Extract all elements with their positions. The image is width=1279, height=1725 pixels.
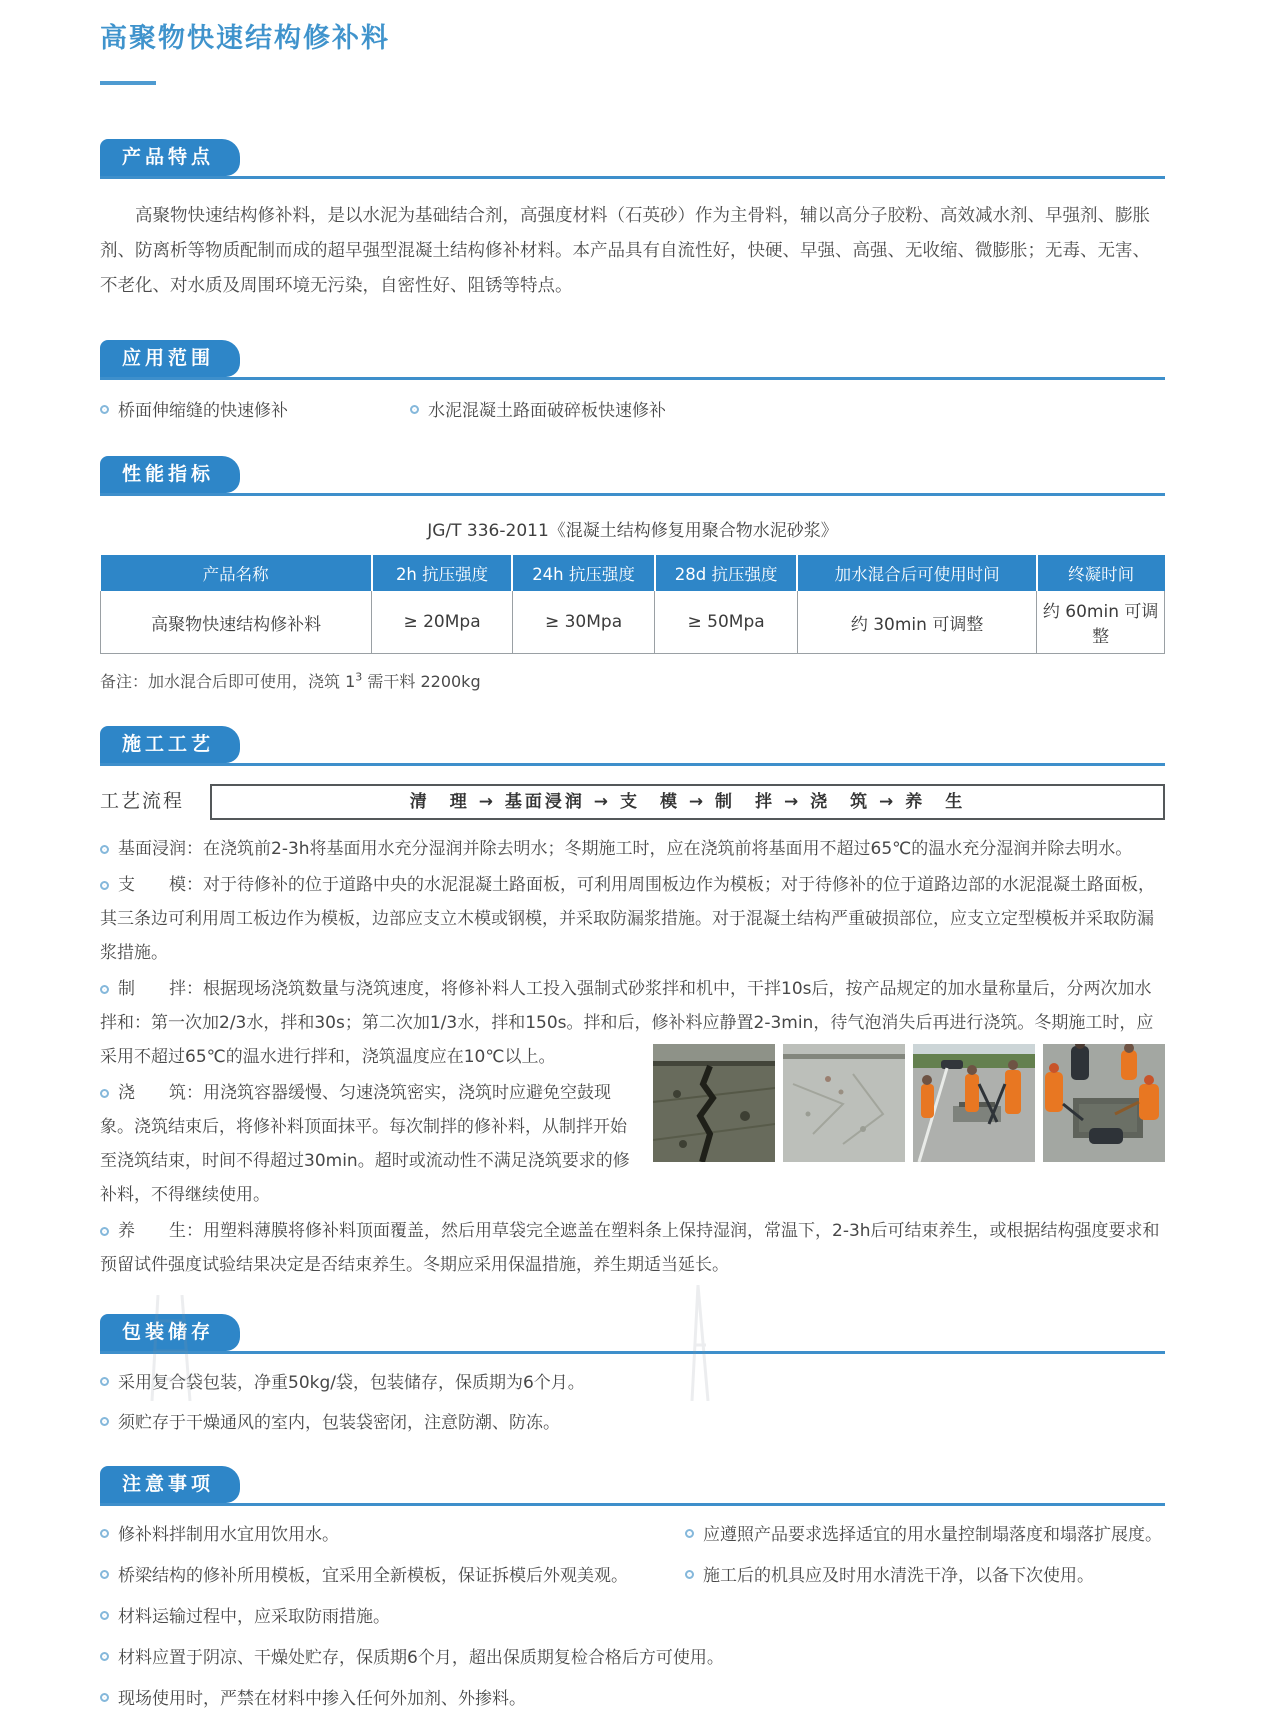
list-item bbox=[100, 1602, 1165, 1632]
bullseye-bullet-icon bbox=[100, 1570, 109, 1579]
column-header: 24h 抗压强度 bbox=[512, 555, 655, 591]
column-header: 28d 抗压强度 bbox=[655, 555, 798, 591]
section-tab-process: 施工工艺 bbox=[100, 726, 240, 763]
table-cell: ≥ 50Mpa bbox=[655, 591, 798, 654]
bullseye-bullet-icon bbox=[100, 405, 109, 414]
note-text: 现场使用时，严禁在材料中掺入任何外加剂、外掺料。 bbox=[118, 1689, 526, 1709]
column-header: 加水混合后可使用时间 bbox=[797, 555, 1036, 591]
photo-road-repair-crew bbox=[913, 1044, 1035, 1162]
remark-text: 需干料 2200kg bbox=[362, 672, 481, 691]
step-text: 浇 筑：用浇筑容器缓慢、匀速浇筑密实，浇筑时应避免空鼓现象。浇筑结束后，将修补料顶面抹平。每次制拌的修补料，从制拌开始至浇筑结束，时间不得超过30min。超时或流动性不满足浇筑要求的修补料，不得继续使用。 bbox=[100, 1083, 630, 1205]
table-cell: 约 60min 可调整 bbox=[1037, 591, 1165, 654]
process-step-soak bbox=[100, 832, 1165, 866]
table-cell: 约 30min 可调整 bbox=[797, 591, 1036, 654]
standard-reference: JG/T 336-2011《混凝土结构修复用聚合物水泥砂浆》 bbox=[427, 521, 838, 541]
column-header: 2h 抗压强度 bbox=[372, 555, 512, 591]
step-text: 支 模：对于待修补的位于道路中央的水泥混凝土路面板，可利用周围板边作为模板；对于待修补的位于道路边部的水泥混凝土路面板，其三条边可利用周工板边作为模板，边部应支立木模或钢模，并采取防漏浆措施。对于混凝土结构严重破损部位，应支立定型模板并采取防漏浆措施。 bbox=[100, 875, 1155, 963]
flow-label: 工艺流程 bbox=[100, 790, 185, 812]
title-underline bbox=[100, 81, 156, 85]
bullseye-bullet-icon bbox=[100, 1693, 109, 1702]
bullseye-bullet-icon bbox=[100, 1089, 109, 1098]
section-tab-features: 产品特点 bbox=[100, 139, 240, 176]
remark-text: 备注：加水混合后即可使用，浇筑 1 bbox=[100, 672, 356, 691]
notes-right-column bbox=[685, 1520, 1165, 1602]
column-header: 终凝时间 bbox=[1037, 555, 1165, 591]
process-flow-row bbox=[100, 784, 1165, 820]
section-head-process bbox=[100, 726, 1165, 766]
note-text: 施工后的机具应及时用水清洗干净，以备下次使用。 bbox=[703, 1566, 1094, 1586]
list-item bbox=[100, 1643, 1165, 1673]
note-text: 桥梁结构的修补所用模板，宜采用全新模板，保证拆模后外观美观。 bbox=[118, 1566, 628, 1586]
bullseye-bullet-icon bbox=[685, 1529, 694, 1538]
remark-superscript: 3 bbox=[355, 670, 363, 684]
page-content bbox=[100, 0, 1165, 1725]
site-photos-strip bbox=[653, 1044, 1165, 1162]
bullseye-bullet-icon bbox=[100, 1611, 109, 1620]
performance-table bbox=[100, 555, 1165, 654]
list-item bbox=[410, 396, 666, 426]
packaging-list bbox=[100, 1368, 1165, 1438]
photo-concrete-surface bbox=[783, 1044, 905, 1162]
bullseye-bullet-icon bbox=[100, 1377, 109, 1386]
process-step-formwork bbox=[100, 868, 1165, 970]
bullseye-bullet-icon bbox=[100, 1417, 109, 1426]
features-paragraph: 高聚物快速结构修补料，是以水泥为基础结合剂，高强度材料（石英砂）作为主骨料，辅以高分子胶粉、高效减水剂、早强剂、膨胀剂、防离析等物质配制而成的超早强型混凝土结构修补材料。本产品具有自流性好，快硬、早强、高强、无收缩、微膨胀；无毒、无害、不老化、对水质及周围环境无污染，自密性好、阻锈等特点。 bbox=[100, 206, 1150, 296]
table-cell: 高聚物快速结构修补料 bbox=[101, 591, 372, 654]
note-text: 材料应置于阴凉、干燥处贮存，保质期6个月，超出保质期复检合格后方可使用。 bbox=[118, 1648, 724, 1668]
bullseye-bullet-icon bbox=[410, 405, 419, 414]
table-cell: ≥ 20Mpa bbox=[372, 591, 512, 654]
packaging-text: 采用复合袋包装，净重50kg/袋，包装储存，保质期为6个月。 bbox=[118, 1373, 585, 1393]
photo-cracked-pavement bbox=[653, 1044, 775, 1162]
list-item bbox=[100, 1408, 1165, 1438]
application-label: 桥面伸缩缝的快速修补 bbox=[118, 401, 288, 421]
step-text: 养 生：用塑料薄膜将修补料顶面覆盖，然后用草袋完全遮盖在塑料条上保持湿润，常温下，2-3h后可结束养生，或根据结构强度要求和预留试件强度试验结果决定是否结束养生。冬期应采用保温措施，养生期适当延长。 bbox=[100, 1221, 1160, 1275]
process-step-curing bbox=[100, 1214, 1165, 1282]
bullseye-bullet-icon bbox=[100, 1529, 109, 1538]
table-row bbox=[101, 591, 1165, 654]
section-head-applications bbox=[100, 340, 1165, 380]
process-steps bbox=[100, 832, 1165, 1282]
bullseye-bullet-icon bbox=[685, 1570, 694, 1579]
section-head-performance bbox=[100, 456, 1165, 496]
table-header-row bbox=[101, 555, 1165, 591]
list-item bbox=[685, 1561, 1165, 1591]
flow-diagram: 清 理 → 基面浸润 → 支 模 → 制 拌 → 浇 筑 → 养 生 bbox=[210, 784, 1165, 820]
section-head-features bbox=[100, 139, 1165, 179]
list-item bbox=[100, 1368, 1165, 1398]
step-text: 基面浸润：在浇筑前2-3h将基面用水充分湿润并除去明水；冬期施工时，应在浇筑前将基面用不超过65℃的温水充分湿润并除去明水。 bbox=[118, 839, 1133, 859]
note-text: 材料运输过程中，应采取防雨措施。 bbox=[118, 1607, 390, 1627]
table-cell: ≥ 30Mpa bbox=[512, 591, 655, 654]
list-item bbox=[100, 396, 410, 426]
notes-list bbox=[100, 1520, 1165, 1714]
bullseye-bullet-icon bbox=[100, 1652, 109, 1661]
packaging-text: 须贮存于干燥通风的室内，包装袋密闭，注意防潮、防冻。 bbox=[118, 1413, 560, 1433]
page-title: 高聚物快速结构修补料 bbox=[100, 23, 390, 54]
bullseye-bullet-icon bbox=[100, 1227, 109, 1236]
section-head-notes bbox=[100, 1466, 1165, 1506]
list-item bbox=[100, 1684, 1165, 1714]
table-remark bbox=[100, 669, 1165, 692]
bullseye-bullet-icon bbox=[100, 881, 109, 890]
applications-list bbox=[100, 396, 1165, 426]
column-header: 产品名称 bbox=[101, 555, 372, 591]
bullseye-bullet-icon bbox=[100, 845, 109, 854]
note-text: 应遵照产品要求选择适宜的用水量控制塌落度和塌落扩展度。 bbox=[703, 1525, 1162, 1545]
section-tab-performance: 性能指标 bbox=[100, 456, 240, 493]
section-tab-notes: 注意事项 bbox=[100, 1466, 240, 1503]
step-text: 制 拌：根据现场浇筑数量与浇筑速度，将修补料人工投入强制式砂浆拌和机中，干拌10s后，按产品规定的加水量称量后，分两次加水拌和：第一次加2/3水，拌和30s；第二次加1/3水，拌和150s。拌和后，修补料应静置2-3min，待气泡消失后再进行浇筑。冬期施工时，应采用不超过65℃的温水进行拌和，浇筑温度应在10℃以上。 bbox=[100, 979, 1154, 1067]
section-tab-packaging: 包装储存 bbox=[100, 1314, 240, 1351]
application-label: 水泥混凝土路面破碎板快速修补 bbox=[428, 401, 666, 421]
bullseye-bullet-icon bbox=[100, 985, 109, 994]
section-tab-applications: 应用范围 bbox=[100, 340, 240, 377]
photo-patch-pouring-crew bbox=[1043, 1044, 1165, 1162]
note-text: 修补料拌制用水宜用饮用水。 bbox=[118, 1525, 339, 1545]
list-item bbox=[685, 1520, 1165, 1550]
section-head-packaging bbox=[100, 1314, 1165, 1354]
